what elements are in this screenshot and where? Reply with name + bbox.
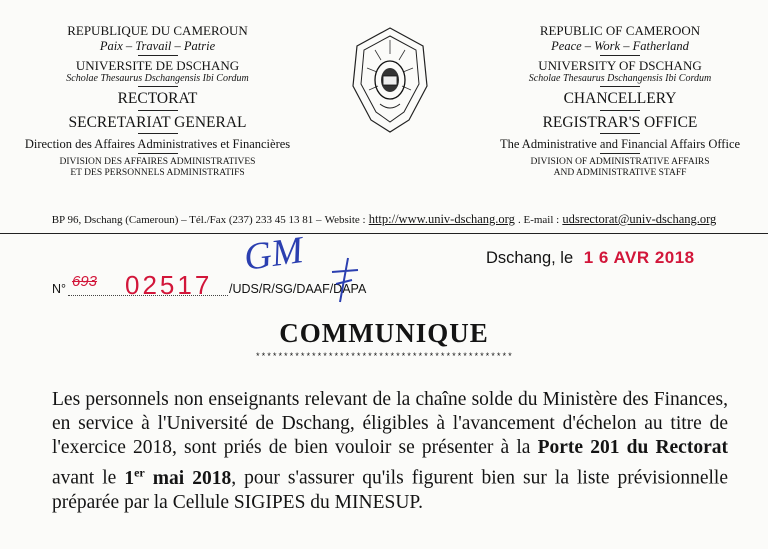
- university-emblem-icon: [345, 24, 435, 136]
- university-en: UNIVERSITY OF DSCHANG: [538, 57, 702, 73]
- secretariat-title: SECRETARIAT GENERAL: [68, 113, 247, 131]
- communique-title: COMMUNIQUE: [279, 318, 489, 348]
- motto-fr: Paix – Travail – Patrie: [99, 38, 216, 53]
- divider: [600, 55, 640, 56]
- header-rule: [0, 233, 768, 234]
- communique-body: [52, 388, 728, 515]
- division-en-line1: DIVISION OF ADMINISTRATIVE AFFAIRS: [530, 157, 710, 167]
- division-en-line2: AND ADMINISTRATIVE STAFF: [553, 167, 687, 178]
- address-line: [0, 212, 768, 227]
- website-label: Website :: [324, 214, 366, 226]
- divider: [600, 133, 640, 134]
- date-prefix: Dschang, le: [486, 249, 574, 267]
- university-motto-en: Scholae Thesaurus Dschangensis Ibi Cordum: [528, 73, 712, 85]
- divider: [138, 110, 178, 111]
- division-fr-line2: ET DES PERSONNELS ADMINISTRATIFS: [70, 167, 245, 178]
- title-stars: **********************************************: [255, 352, 513, 362]
- divider: [600, 153, 640, 154]
- divider: [138, 133, 178, 134]
- division-fr-line1: DIVISION DES AFFAIRES ADMINISTRATIVES: [59, 157, 256, 167]
- chancellery-title: CHANCELLERY: [563, 90, 677, 108]
- ref-suffix: /UDS/R/SG/DAAF/DAPA: [229, 282, 367, 296]
- direction-fr: Direction des Affaires Administratives et Financières: [24, 137, 291, 151]
- ref-prefix: N°: [52, 282, 67, 296]
- header-right: [475, 24, 765, 178]
- body-location: Porte 201 du Rectorat: [537, 437, 728, 458]
- date-stamp: 1 6 AVR 2018: [583, 248, 695, 267]
- registrar-title: REGISTRAR'S OFFICE: [542, 113, 698, 131]
- divider: [138, 153, 178, 154]
- handwritten-signature-icon: [318, 252, 368, 307]
- republic-fr: REPUBLIQUE DU CAMEROUN: [67, 23, 248, 38]
- divider: [138, 55, 178, 56]
- divider: [138, 86, 178, 87]
- postal-address: BP 96, Dschang (Cameroun) – Tél./Fax (237) 233 45 13 81 –: [51, 214, 322, 226]
- body-part1: Les personnels non enseignants relevant de la chaîne solde du Ministère des Finances, en service à l'Université de Dschang, éligibles à l'avancement d'échelon au titre de l'exercice 2018, sont priés de bien vouloir se présenter à la: [52, 389, 728, 458]
- body-part3: , pour s'assurer qu'ils figurent bien sur la liste prévisionnelle préparée par la Cellule SIGIPES du MINESUP.: [52, 467, 728, 513]
- body-deadline: 1er mai 2018: [124, 465, 232, 489]
- university-motto-fr: Scholae Thesaurus Dschangensis Ibi Cordum: [66, 73, 249, 85]
- rectorat-title: RECTORAT: [117, 90, 198, 108]
- website-link[interactable]: http://www.univ-dschang.org: [368, 212, 515, 226]
- university-fr: UNIVERSITE DE DSCHANG: [75, 57, 240, 73]
- ref-stamp-number: 02517: [125, 270, 213, 300]
- office-en: The Administrative and Financial Affairs Office: [499, 137, 741, 151]
- email-link[interactable]: udsrectorat@univ-dschang.org: [562, 212, 717, 226]
- motto-en: Peace – Work – Fatherland: [551, 38, 689, 53]
- republic-en: REPUBLIC OF CAMEROON: [539, 23, 701, 38]
- email-label: . E-mail :: [517, 214, 560, 226]
- body-part2: avant le: [52, 467, 125, 489]
- header-left: [0, 24, 315, 178]
- ref-handwritten: 693: [72, 273, 98, 290]
- date-line: [486, 248, 695, 268]
- divider: [600, 86, 640, 87]
- divider: [600, 110, 640, 111]
- handwritten-initials: GM: [241, 229, 306, 279]
